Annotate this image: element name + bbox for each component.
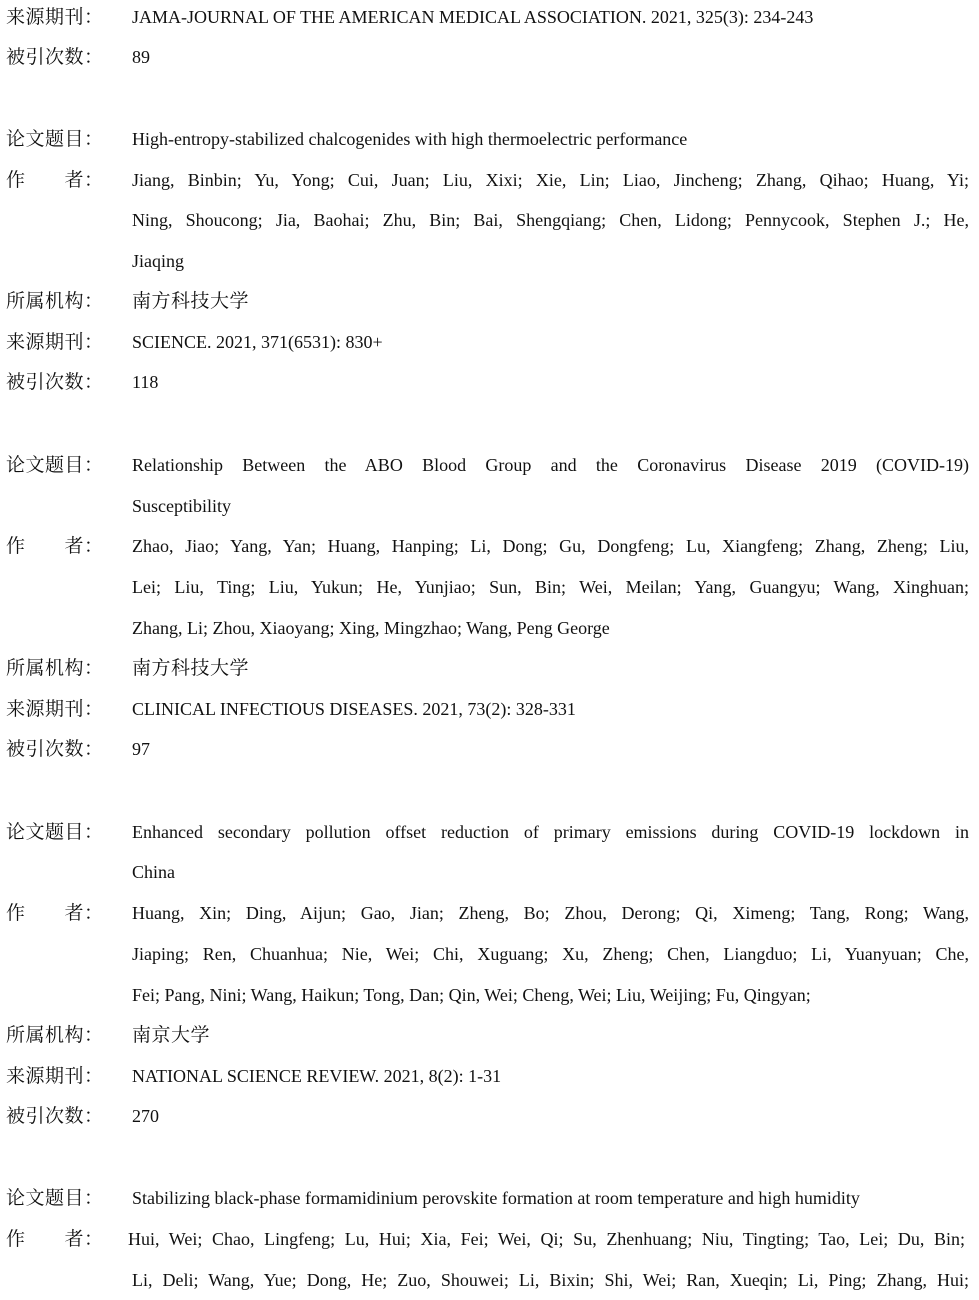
title-label: 论文题目： — [6, 1187, 104, 1209]
authors-label: 作 者： — [6, 1228, 104, 1250]
authors-label: 作 者： — [6, 169, 104, 191]
authors-label: 作 者： — [6, 902, 104, 924]
entry1-affiliation-row — [0, 281, 979, 321]
entry1-authors-row-3 — [0, 241, 979, 281]
entry1-citations-row — [0, 362, 979, 402]
journal-label: 来源期刊： — [6, 6, 104, 28]
authors-line: Li, Deli; Wang, Yue; Dong, He; Zuo, Shouwei; Li, Bixin; Shi, Wei; Ran, Xueqin; Li, Ping; Zhang, Hui; — [132, 1270, 969, 1290]
citations-label: 被引次数： — [6, 46, 104, 68]
entry1-authors-row — [0, 160, 979, 200]
title-label: 论文题目： — [6, 821, 104, 843]
authors-line: Ning, Shoucong; Jia, Baohai; Zhu, Bin; Bai, Shengqiang; Chen, Lidong; Pennycook, Stephen J.; He, — [132, 210, 969, 230]
affiliation-value: 南方科技大学 — [132, 290, 250, 312]
entry2-journal-row — [0, 689, 979, 729]
entry3-citations-row — [0, 1096, 979, 1136]
entry1-title-row — [0, 119, 979, 159]
paper-title: High-entropy-stabilized chalcogenides with high thermoelectric performance — [132, 129, 688, 149]
journal-value: NATIONAL SCIENCE REVIEW. 2021, 8(2): 1-31 — [132, 1066, 502, 1086]
journal-value: CLINICAL INFECTIOUS DISEASES. 2021, 73(2): 328-331 — [132, 699, 576, 719]
paper-title-line: Enhanced secondary pollution offset reduction of primary emissions during COVID-19 lockdown in — [132, 822, 969, 842]
affiliation-label: 所属机构： — [6, 657, 104, 679]
entry2-authors-row-2 — [0, 567, 979, 607]
citations-value: 270 — [132, 1106, 159, 1126]
authors-line: Fei; Pang, Nini; Wang, Haikun; Tong, Dan; Qin, Wei; Cheng, Wei; Liu, Weijing; Fu, Qingyan; — [132, 985, 811, 1005]
entry3-authors-row-2 — [0, 934, 979, 974]
entry2-affiliation-row — [0, 648, 979, 688]
paper-title-line: China — [132, 862, 175, 882]
journal-value: SCIENCE. 2021, 371(6531): 830+ — [132, 332, 383, 352]
title-label: 论文题目： — [6, 454, 104, 476]
entry4-title-row — [0, 1178, 979, 1218]
entry2-title-row — [0, 445, 979, 485]
entry3-title-row-2 — [0, 852, 979, 892]
entry0-journal-row — [0, 0, 979, 37]
title-label: 论文题目： — [6, 128, 104, 150]
entry3-title-row — [0, 812, 979, 852]
paper-title-line: Susceptibility — [132, 496, 231, 516]
authors-line: Zhao, Jiao; Yang, Yan; Huang, Hanping; Li, Dong; Gu, Dongfeng; Lu, Xiangfeng; Zhang, Zheng; Liu, — [132, 536, 969, 556]
entry1-journal-row — [0, 322, 979, 362]
entry3-journal-row — [0, 1056, 979, 1096]
authors-line: Jiang, Binbin; Yu, Yong; Cui, Juan; Liu, Xixi; Xie, Lin; Liao, Jincheng; Zhang, Qihao; Huang, Yi; — [132, 170, 969, 190]
authors-line: Huang, Xin; Ding, Aijun; Gao, Jian; Zheng, Bo; Zhou, Derong; Qi, Ximeng; Tang, Rong; Wang, — [132, 903, 969, 923]
entry3-affiliation-row — [0, 1015, 979, 1055]
authors-line: Jiaqing — [132, 251, 184, 271]
citations-value: 97 — [132, 739, 150, 759]
paper-title: Stabilizing black-phase formamidinium perovskite formation at room temperature and high humidity — [132, 1188, 860, 1208]
authors-line: Lei; Liu, Ting; Liu, Yukun; He, Yunjiao; Sun, Bin; Wei, Meilan; Yang, Guangyu; Wang, Xinghuan; — [132, 577, 969, 597]
entry2-title-row-2 — [0, 486, 979, 526]
paper-title-line: Relationship Between the ABO Blood Group and the Coronavirus Disease 2019 (COVID-19) — [132, 455, 969, 475]
affiliation-label: 所属机构： — [6, 290, 104, 312]
journal-label: 来源期刊： — [6, 1065, 104, 1087]
journal-value: JAMA-JOURNAL OF THE AMERICAN MEDICAL ASSOCIATION. 2021, 325(3): 234-243 — [132, 7, 814, 27]
citations-value: 118 — [132, 372, 159, 392]
authors-label: 作 者： — [6, 535, 104, 557]
journal-label: 来源期刊： — [6, 331, 104, 353]
affiliation-value: 南京大学 — [132, 1024, 211, 1046]
journal-label: 来源期刊： — [6, 698, 104, 720]
entry3-authors-row-3 — [0, 975, 979, 1015]
entry4-authors-row-2 — [0, 1260, 979, 1300]
citations-value: 89 — [132, 47, 150, 67]
authors-line: Jiaping; Ren, Chuanhua; Nie, Wei; Chi, Xuguang; Xu, Zheng; Chen, Liangduo; Li, Yuanyuan; Che, — [132, 944, 969, 964]
affiliation-label: 所属机构： — [6, 1024, 104, 1046]
authors-line: Hui, Wei; Chao, Lingfeng; Lu, Hui; Xia, Fei; Wei, Qi; Su, Zhenhuang; Niu, Tingting; Tao, Lei; Du, Bin; — [128, 1229, 965, 1249]
authors-line: Zhang, Li; Zhou, Xiaoyang; Xing, Mingzhao; Wang, Peng George — [132, 618, 610, 638]
citations-label: 被引次数： — [6, 738, 104, 760]
entry2-authors-row-3 — [0, 608, 979, 648]
entry2-authors-row — [0, 526, 979, 566]
entry2-citations-row — [0, 729, 979, 769]
entry4-authors-row — [0, 1219, 979, 1259]
entry0-citations-row — [0, 37, 979, 77]
entry3-authors-row — [0, 893, 979, 933]
entry1-authors-row-2 — [0, 200, 979, 240]
affiliation-value: 南方科技大学 — [132, 657, 250, 679]
citations-label: 被引次数： — [6, 371, 104, 393]
citations-label: 被引次数： — [6, 1105, 104, 1127]
